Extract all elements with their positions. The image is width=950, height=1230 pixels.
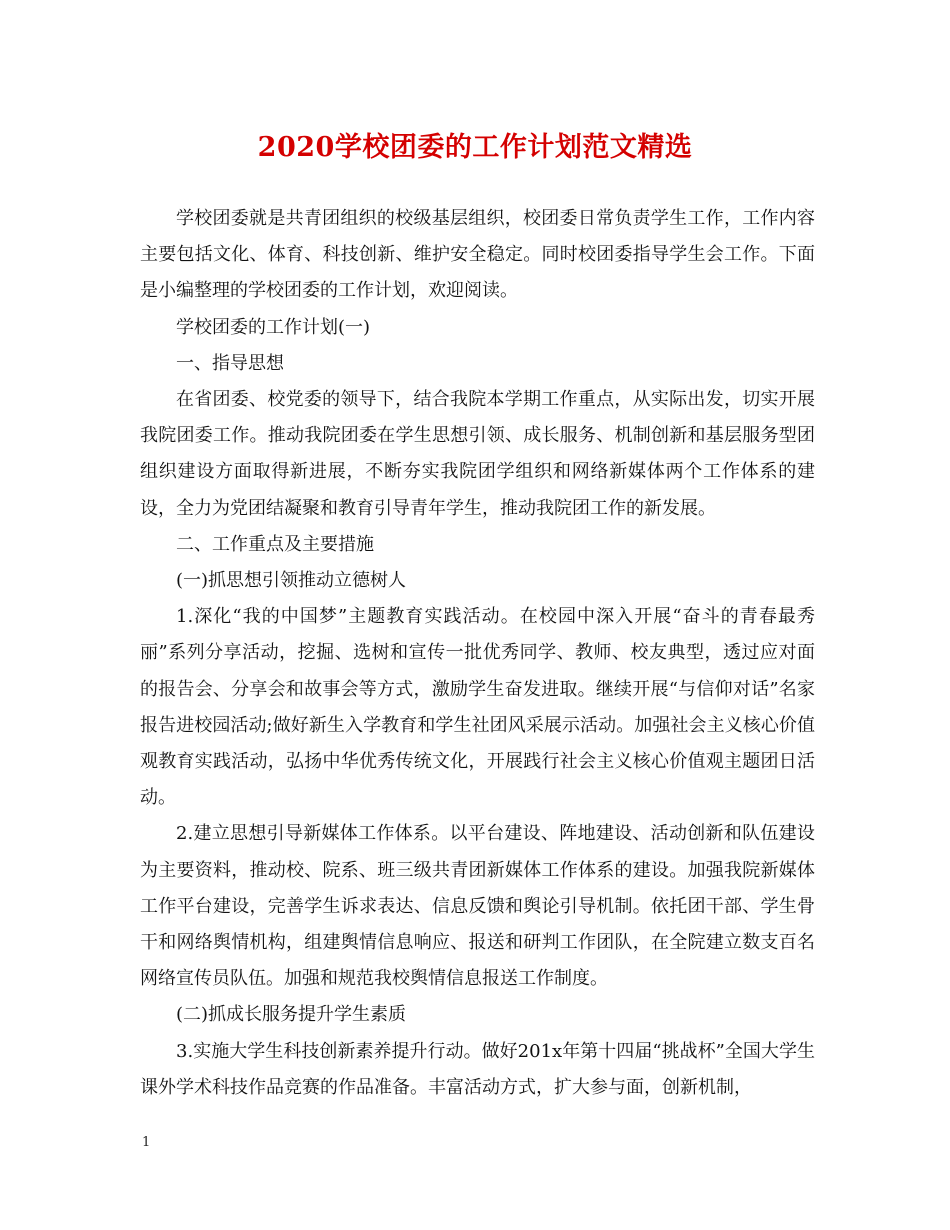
subsection-heading-growth-service: (二)抓成长服务提升学生素质 [176,1004,407,1026]
paragraph-item-2: 2.建立思想引导新媒体工作体系。以平台建设、阵地建设、活动创新和队伍建设为主要资料，推动校、院系、班三级共青团新媒体工作体系的建设。加强我院新媒体工作平台建设，完善学生诉求表达、信息反馈和舆论引导机制。依托团干部、学生骨干和网络舆情机构，组建舆情信息响应、报送和研判工作团队，在全院建立数支百名网络宣传员队伍。加强和规范我校舆情信息报送工作制度。 [140,823,815,990]
section-heading-plan-one: 学校团委的工作计划(一) [176,316,371,338]
paragraph-guiding-ideology: 在省团委、校党委的领导下，结合我院本学期工作重点，从实际出发，切实开展我院团委工作。推动我院团委在学生思想引领、成长服务、机制创新和基层服务型团组织建设方面取得新进展，不断夯实我院团学组织和网络新媒体两个工作体系的建设，全力为党团结凝聚和教育引导青年学生，推动我院团工作的新发展。 [140,389,815,519]
paragraph-intro: 学校团委就是共青团组织的校级基层组织，校团委日常负责学生工作，工作内容主要包括文化、体育、科技创新、维护安全稳定。同时校团委指导学生会工作。下面是小编整理的学校团委的工作计划，欢迎阅读。 [140,208,815,302]
paragraph-item-3: 3.实施大学生科技创新素养提升行动。做好201x年第十四届“挑战杯”全国大学生课外学术科技作品竞赛的作品准备。丰富活动方式，扩大参与面，创新机制， [140,1040,815,1098]
document-body [140,201,815,1106]
section-heading-guiding-ideology: 一、指导思想 [176,352,284,374]
subsection-heading-ideological-guidance: (一)抓思想引领推动立德树人 [176,570,407,592]
document-title: 2020学校团委的工作计划范文精选 [257,132,693,163]
paragraph-item-1: 1.深化“我的中国梦”主题教育实践活动。在校园中深入开展“奋斗的青春最秀丽”系列分享活动，挖掘、选树和宣传一批优秀同学、教师、校友典型，透过应对面的报告会、分享会和故事会等方式，激励学生奋发进取。继续开展“与信仰对话”名家报告进校园活动;做好新生入学教育和学生社团风采展示活动。加强社会主义核心价值观教育实践活动，弘扬中华优秀传统文化，开展践行社会主义核心价值观主题团日活动。 [140,606,815,809]
section-heading-key-work: 二、工作重点及主要措施 [176,533,374,555]
page-number: 1 [142,1135,151,1150]
